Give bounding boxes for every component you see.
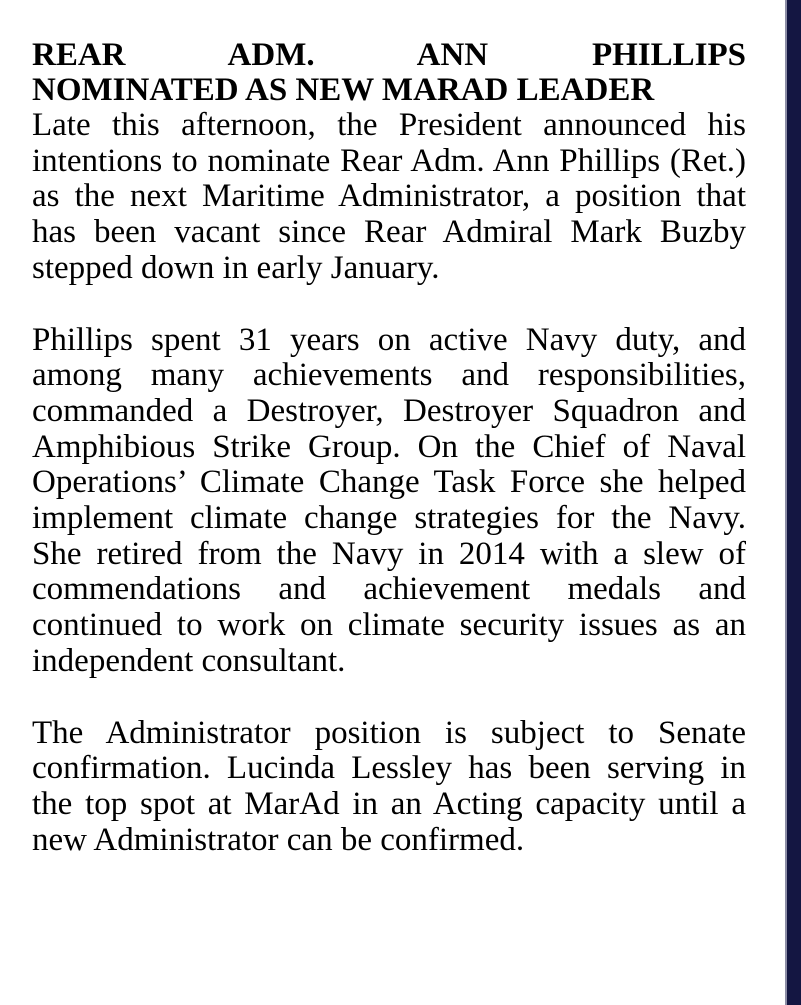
article — [32, 38, 746, 858]
page-edge-bar — [787, 0, 801, 1005]
paragraph-2: Phillips spent 31 years on active Navy duty, and among many achievements and responsibilities, commanded a Destroyer, Destroyer Squadron and Amphibious Strike Group. On the Chief of Naval Operations’ Climate Change Task Force she helped implement climate change strategies for the Navy. She retired from the Navy in 2014 with a slew of commendations and achievement medals and continued to work on climate security issues as an independent consultant. — [32, 321, 746, 679]
headline-line-2: NOMINATED AS NEW MARAD LEADER — [32, 72, 655, 108]
paragraph-3: The Administrator position is subject to Senate confirmation. Lucinda Lessley has been serving in the top spot at MarAd in an Acting capacity until a new Administrator can be confirmed. — [32, 714, 746, 858]
headline — [32, 38, 746, 108]
paragraph-1: Late this afternoon, the President announced his intentions to nominate Rear Adm. Ann Phillips (Ret.) as the next Maritime Administrator, a position that has been vacant since Rear Admiral Mark Buzby stepped down in early January. — [32, 107, 746, 286]
headline-line-1: REAR ADM. ANN PHILLIPS — [32, 37, 746, 73]
